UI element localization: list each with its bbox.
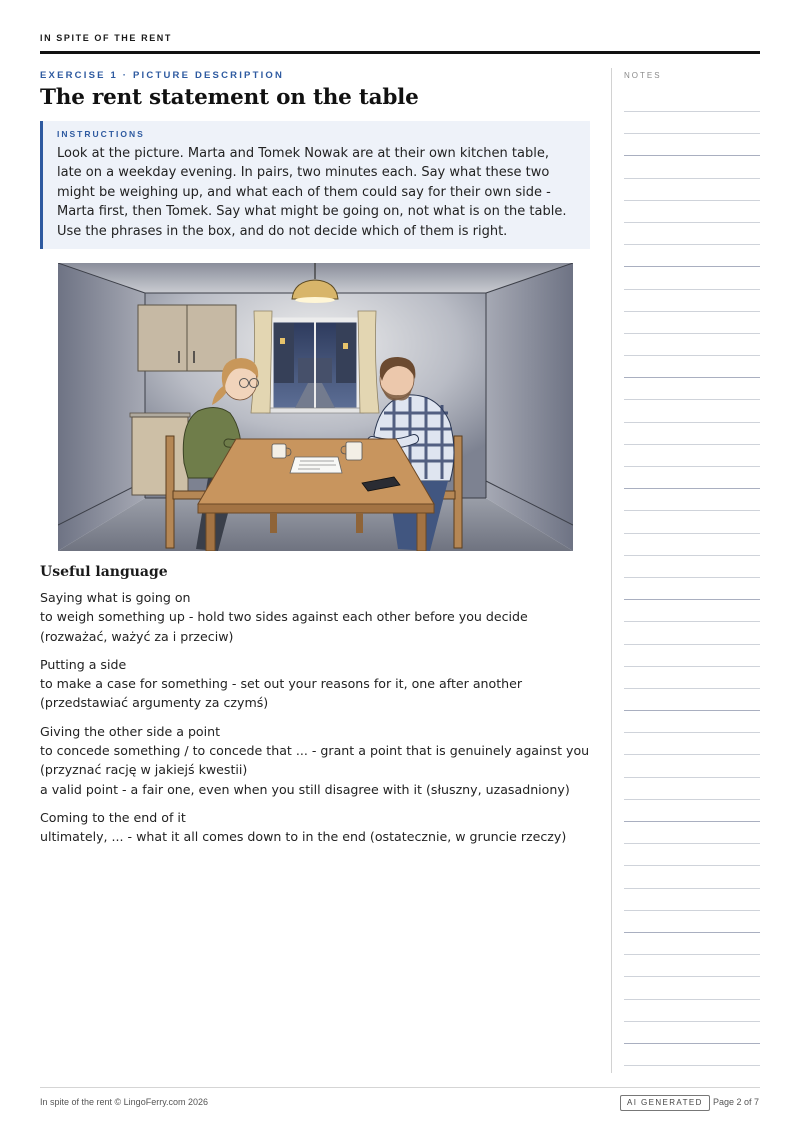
- note-line: [624, 1043, 760, 1044]
- note-line: [624, 444, 760, 445]
- kitchen-table-illustration: [58, 263, 573, 551]
- note-line: [624, 910, 760, 911]
- useful-language: [40, 564, 592, 856]
- vocab-group: [40, 722, 592, 799]
- note-line: [624, 377, 760, 378]
- note-line: [624, 355, 760, 356]
- notes-label: NOTES: [624, 71, 662, 80]
- note-line: [624, 466, 760, 467]
- note-line: [624, 865, 760, 866]
- note-line: [624, 1065, 760, 1066]
- exercise-eyebrow: EXERCISE 1 · PICTURE DESCRIPTION: [40, 70, 285, 81]
- note-line: [624, 777, 760, 778]
- note-line: [624, 666, 760, 667]
- note-line: [624, 710, 760, 711]
- vocab-group: [40, 808, 592, 847]
- note-line: [624, 311, 760, 312]
- note-line: [624, 843, 760, 844]
- running-head: IN SPITE OF THE RENT: [40, 33, 173, 43]
- ai-generated-badge: AI GENERATED: [620, 1095, 710, 1111]
- instructions-box: [40, 121, 590, 249]
- vocab-group-title: Giving the other side a point: [40, 723, 221, 739]
- note-line: [624, 821, 760, 822]
- note-line: [624, 932, 760, 933]
- note-line: [624, 200, 760, 201]
- note-line: [624, 244, 760, 245]
- vocab-line: to make a case for something - set out your reasons for it, one after another (przedstawiać argumenty za czymś): [40, 676, 523, 711]
- note-line: [624, 178, 760, 179]
- note-line: [624, 222, 760, 223]
- note-line: [624, 644, 760, 645]
- instructions-label: INSTRUCTIONS: [57, 129, 145, 139]
- note-line: [624, 799, 760, 800]
- note-line: [624, 289, 760, 290]
- note-line: [624, 533, 760, 534]
- vocab-group: [40, 588, 592, 646]
- note-line: [624, 577, 760, 578]
- page-title: The rent statement on the table: [40, 85, 419, 110]
- note-line: [624, 688, 760, 689]
- note-line: [624, 111, 760, 112]
- vocab-group: [40, 655, 592, 713]
- note-line: [624, 333, 760, 334]
- note-line: [624, 488, 760, 489]
- notes-divider: [611, 68, 612, 1073]
- note-line: [624, 621, 760, 622]
- note-line: [624, 133, 760, 134]
- useful-language-heading: Useful language: [40, 564, 168, 580]
- note-line: [624, 1021, 760, 1022]
- note-line: [624, 954, 760, 955]
- note-line: [624, 555, 760, 556]
- illustration-svg: [58, 263, 573, 551]
- page-number: Page 2 of 7: [713, 1097, 760, 1107]
- footer-rule: [40, 1087, 760, 1088]
- note-line: [624, 155, 760, 156]
- note-line: [624, 599, 760, 600]
- notes-lines: [624, 111, 760, 1087]
- note-line: [624, 510, 760, 511]
- note-line: [624, 754, 760, 755]
- note-line: [624, 976, 760, 977]
- header-rule: [40, 51, 760, 54]
- vocab-line: a valid point - a fair one, even when you still disagree with it (słuszny, uzasadniony): [40, 781, 570, 797]
- vocab-group-title: Saying what is going on: [40, 590, 191, 605]
- note-line: [624, 266, 760, 267]
- vocab-line: to weigh something up - hold two sides against each other before you decide (rozważać, ważyć za i przeciw): [40, 609, 528, 644]
- note-line: [624, 399, 760, 400]
- note-line: [624, 422, 760, 423]
- instructions-text: Look at the picture. Marta and Tomek Nowak are at their own kitchen table, late on a weekday evening. In pairs, two minutes each. Say what these two might be weighing up, and what each of them could say for their own side - Marta first, then Tomek. Say what might be going on, not what is on the table. Use the phrases in the box, and do not decide which of them is right.: [57, 146, 567, 239]
- footer-copyright: In spite of the rent © LingoFerry.com 2026: [40, 1097, 209, 1107]
- vocab-group-title: Coming to the end of it: [40, 809, 186, 825]
- note-line: [624, 888, 760, 889]
- note-line: [624, 732, 760, 733]
- vocab-line: ultimately, ... - what it all comes down to in the end (ostatecznie, w gruncie rzeczy): [40, 829, 567, 845]
- vocab-group-title: Putting a side: [40, 656, 127, 672]
- main-column: [40, 70, 590, 845]
- vocab-line: to concede something / to concede that ... - grant a point that is genuinely against you (przyznać rację w jakiejś kwestii): [40, 743, 590, 778]
- note-line: [624, 999, 760, 1000]
